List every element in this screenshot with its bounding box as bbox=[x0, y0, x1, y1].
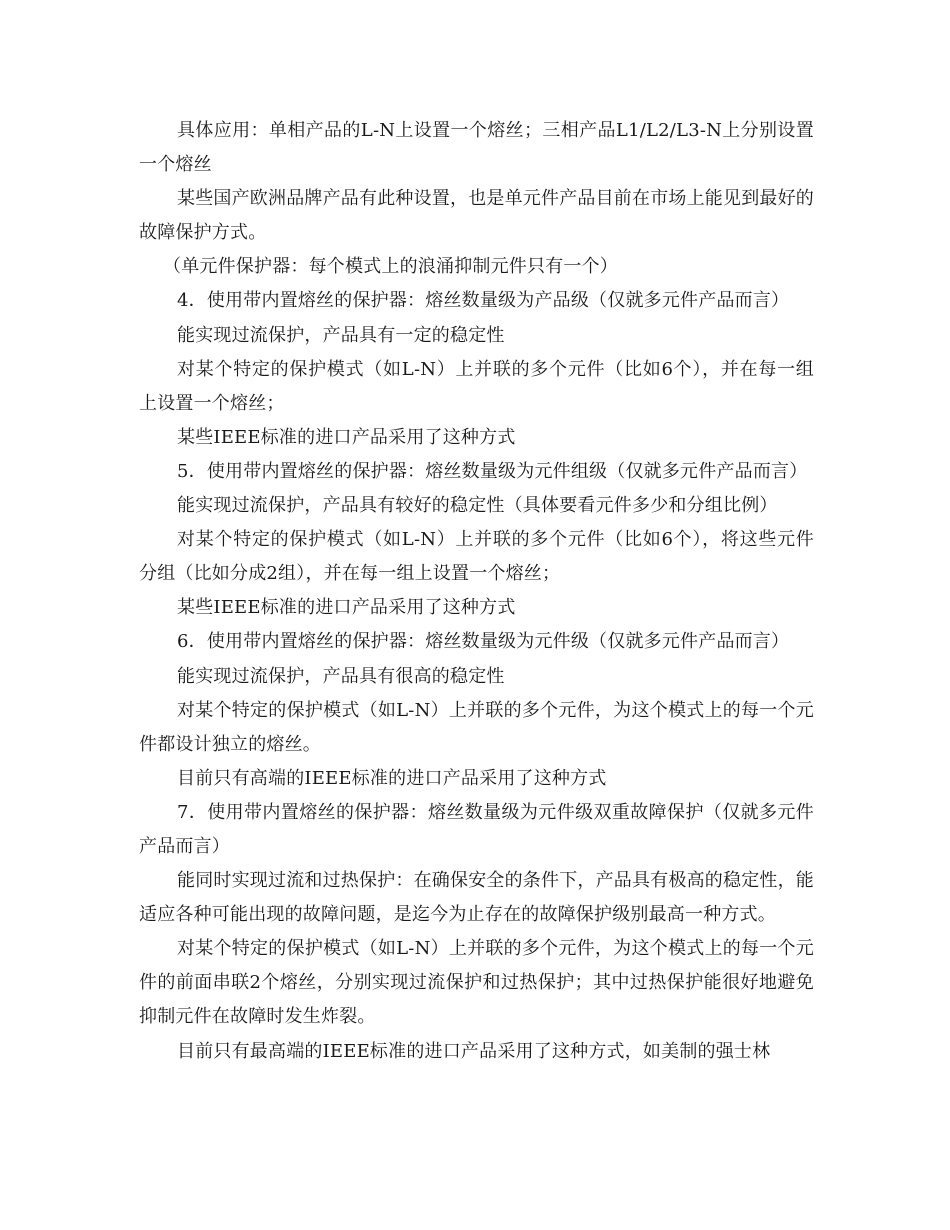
paragraph-item-5-usage: 某些IEEE标准的进口产品采用了这种方式 bbox=[177, 597, 516, 619]
paragraph-item-5-detail: 对某个特定的保护模式（如L-N）上并联的多个元件（比如6个），将这些元件分组（比如分成2组），并在每一组上设置一个熔丝； bbox=[139, 529, 814, 585]
document-body bbox=[139, 114, 814, 1069]
paragraph-item-5-heading: 5．使用带内置熔丝的保护器：熔丝数量级为元件组级（仅就多元件产品而言） bbox=[177, 460, 808, 482]
paragraph-application: 具体应用：单相产品的L-N上设置一个熔丝；三相产品L1/L2/L3-N上分别设置一个熔丝 bbox=[139, 120, 814, 176]
paragraph-item-4-ability: 能实现过流保护，产品具有一定的稳定性 bbox=[177, 324, 505, 346]
paragraph-item-7-detail: 对某个特定的保护模式（如L-N）上并联的多个元件，为这个模式上的每一个元件的前面串联2个熔丝，分别实现过流保护和过热保护；其中过热保护能很好地避免抑制元件在故障时发生炸裂。 bbox=[139, 938, 814, 1028]
paragraph-item-6-heading: 6．使用带内置熔丝的保护器：熔丝数量级为元件级（仅就多元件产品而言） bbox=[177, 631, 790, 653]
paragraph-item-6-detail: 对某个特定的保护模式（如L-N）上并联的多个元件，为这个模式上的每一个元件都设计独立的熔丝。 bbox=[139, 699, 814, 755]
paragraph-item-6-usage: 目前只有高端的IEEE标准的进口产品采用了这种方式 bbox=[177, 767, 607, 789]
paragraph-item-7-ability: 能同时实现过流和过热保护：在确保安全的条件下，产品具有极高的稳定性，能适应各种可能出现的故障问题，是迄今为止存在的故障保护级别最高一种方式。 bbox=[139, 870, 814, 926]
paragraph-item-6-ability: 能实现过流保护，产品具有很高的稳定性 bbox=[177, 665, 505, 687]
paragraph-item-4-usage: 某些IEEE标准的进口产品采用了这种方式 bbox=[177, 426, 516, 448]
paragraph-euro-brand: 某些国产欧洲品牌产品有此种设置，也是单元件产品目前在市场上能见到最好的故障保护方式。 bbox=[139, 188, 814, 244]
paragraph-item-7-heading: 7．使用带内置熔丝的保护器：熔丝数量级为元件级双重故障保护（仅就多元件产品而言） bbox=[139, 801, 814, 857]
paragraph-item-4-detail: 对某个特定的保护模式（如L-N）上并联的多个元件（比如6个），并在每一组上设置一个熔丝； bbox=[139, 358, 814, 414]
paragraph-item-7-usage: 目前只有最高端的IEEE标准的进口产品采用了这种方式，如美制的强士林 bbox=[177, 1040, 771, 1062]
paragraph-single-element-note: （单元件保护器：每个模式上的浪涌抑制元件只有一个） bbox=[163, 256, 618, 278]
paragraph-item-5-ability: 能实现过流保护，产品具有较好的稳定性（具体要看元件多少和分组比例） bbox=[177, 495, 778, 517]
paragraph-item-4-heading: 4．使用带内置熔丝的保护器：熔丝数量级为产品级（仅就多元件产品而言） bbox=[177, 290, 790, 312]
